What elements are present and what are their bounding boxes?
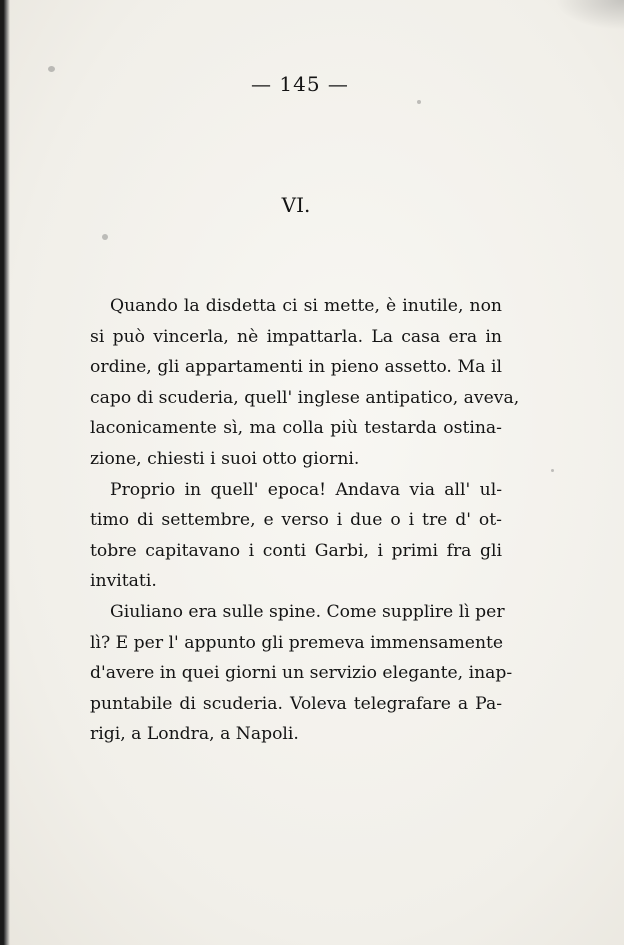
corner-shadow — [554, 0, 624, 30]
text-line: d'avere in quei giorni un servizio elegante, inap- — [90, 663, 513, 684]
paper-speck — [102, 234, 108, 240]
text-line: invitati. — [90, 571, 157, 592]
text-line: puntabile di scuderia. Voleva telegrafare a Pa- — [90, 693, 502, 714]
text-line: capo di scuderia, quell' inglese antipatico, aveva, — [90, 387, 520, 408]
paper-speck — [551, 469, 554, 472]
text-line: ordine, gli appartamenti in pieno assetto. Ma il — [90, 357, 502, 378]
text-line: lì? E per l' appunto gli premeva immensamente — [90, 632, 504, 653]
text-line: zione, chiesti i suoi otto giorni. — [90, 448, 360, 469]
text-line: si può vincerla, nè impattarla. La casa era in — [90, 326, 502, 347]
text-line: rigi, a Londra, a Napoli. — [90, 724, 299, 745]
text-line: laconicamente sì, ma colla più testarda ostina- — [90, 418, 502, 439]
chapter-heading: VI. — [281, 193, 311, 217]
body-text — [90, 291, 520, 750]
paragraph — [90, 597, 513, 750]
paragraph — [90, 475, 502, 597]
binding-edge — [0, 0, 10, 945]
text-line: tobre capitavano i conti Garbi, i primi fra gli — [90, 540, 502, 561]
text-line: timo di settembre, e verso i due o i tre d' ot- — [90, 510, 502, 531]
page-number: — 145 — — [251, 72, 349, 96]
text-line: Proprio in quell' epoca! Andava via all' ul- — [110, 479, 502, 500]
text-line: Giuliano era sulle spine. Come supplire lì per — [110, 601, 505, 622]
text-line: Quando la disdetta ci si mette, è inutile, non — [110, 296, 502, 316]
paper-speck — [417, 100, 421, 104]
paragraph — [90, 291, 520, 475]
